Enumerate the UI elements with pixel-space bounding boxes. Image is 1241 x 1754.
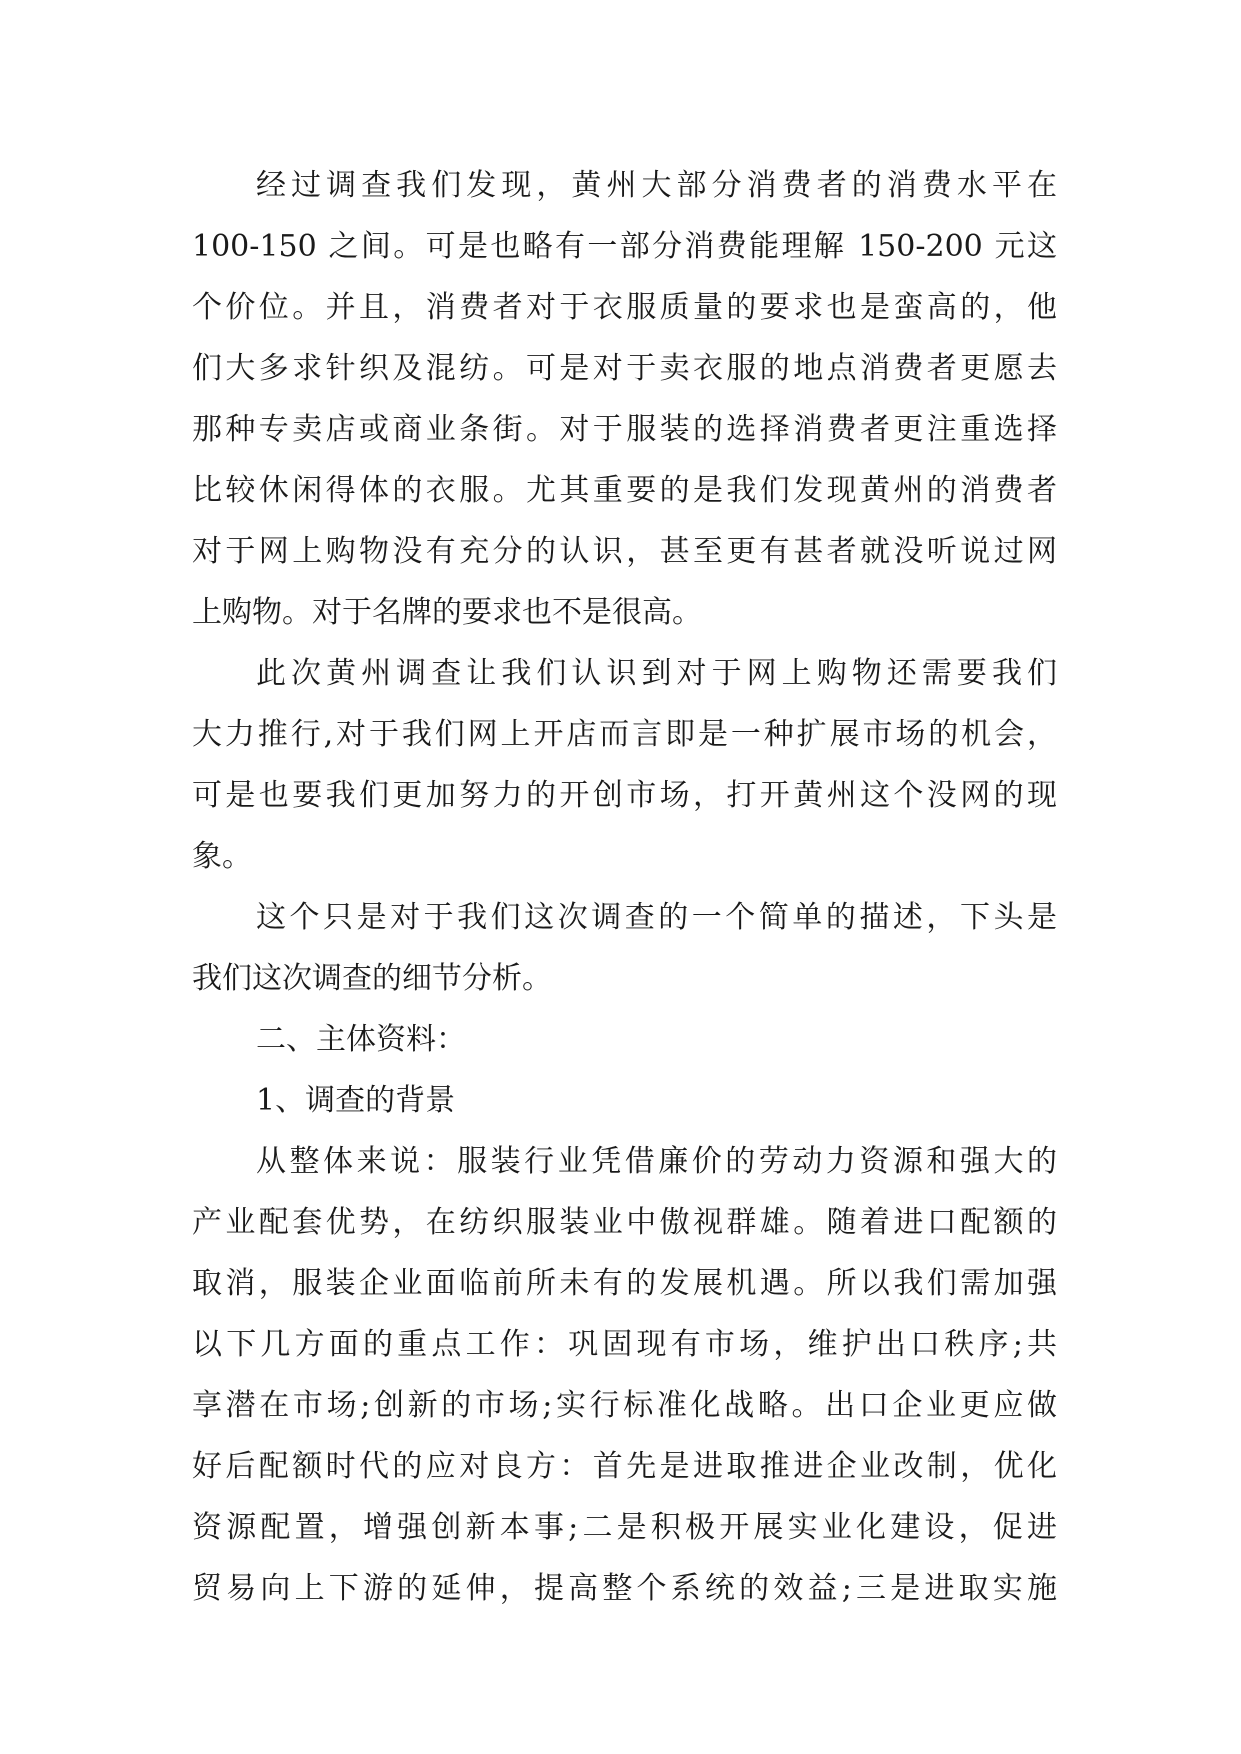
paragraph-summary-note xyxy=(192,887,1057,1009)
section-heading xyxy=(192,1009,1057,1070)
text-line: 对于网上购物没有充分的认识，甚至更有甚者就没听说过网 xyxy=(192,534,1057,569)
text-line: 享潜在市场;创新的市场;实行标准化战略。出口企业更应做 xyxy=(192,1388,1057,1423)
text-line: 上购物。对于名牌的要求也不是很高。 xyxy=(192,595,702,630)
document-body xyxy=(192,155,1057,1619)
text-line: 这个只是对于我们这次调查的一个简单的描述，下头是 xyxy=(256,900,1057,935)
text-line: 个价位。并且，消费者对于衣服质量的要求也是蛮高的，他 xyxy=(192,290,1057,325)
text-line: 产业配套优势，在纺织服装业中傲视群雄。随着进口配额的 xyxy=(192,1205,1057,1240)
text-line: 可是也要我们更加努力的开创市场，打开黄州这个没网的现 xyxy=(192,778,1057,813)
text-line: 经过调查我们发现，黄州大部分消费者的消费水平在 xyxy=(256,168,1057,203)
text-line: 们大多求针织及混纺。可是对于卖衣服的地点消费者更愿去 xyxy=(192,351,1057,386)
text-line: 取消，服装企业面临前所未有的发展机遇。所以我们需加强 xyxy=(192,1266,1057,1301)
paragraph-survey-findings xyxy=(192,155,1057,643)
text-line: 象。 xyxy=(192,839,252,874)
text-line: 好后配额时代的应对良方：首先是进取推进企业改制，优化 xyxy=(192,1449,1057,1484)
text-line: 贸易向上下游的延伸，提高整个系统的效益;三是进取实施 xyxy=(192,1571,1057,1606)
text-line: 此次黄州调查让我们认识到对于网上购物还需要我们 xyxy=(256,656,1057,691)
subsection-heading xyxy=(192,1070,1057,1131)
heading-text: 二、主体资料： xyxy=(256,1022,466,1057)
text-line: 以下几方面的重点工作：巩固现有市场，维护出口秩序;共 xyxy=(192,1327,1057,1362)
heading-text: 1、调查的背景 xyxy=(256,1083,456,1118)
text-line: 我们这次调查的细节分析。 xyxy=(192,961,552,996)
paragraph-online-shopping-insight xyxy=(192,643,1057,887)
text-line: 那种专卖店或商业条街。对于服装的选择消费者更注重选择 xyxy=(192,412,1057,447)
text-line: 资源配置，增强创新本事;二是积极开展实业化建设，促进 xyxy=(192,1510,1057,1545)
text-line: 大力推行,对于我们网上开店而言即是一种扩展市场的机会， xyxy=(192,717,1057,752)
paragraph-background xyxy=(192,1131,1057,1619)
text-line: 100-150 之间。可是也略有一部分消费能理解 150-200 元这 xyxy=(192,229,1057,264)
text-line: 比较休闲得体的衣服。尤其重要的是我们发现黄州的消费者 xyxy=(192,473,1057,508)
text-line: 从整体来说：服装行业凭借廉价的劳动力资源和强大的 xyxy=(256,1144,1057,1179)
